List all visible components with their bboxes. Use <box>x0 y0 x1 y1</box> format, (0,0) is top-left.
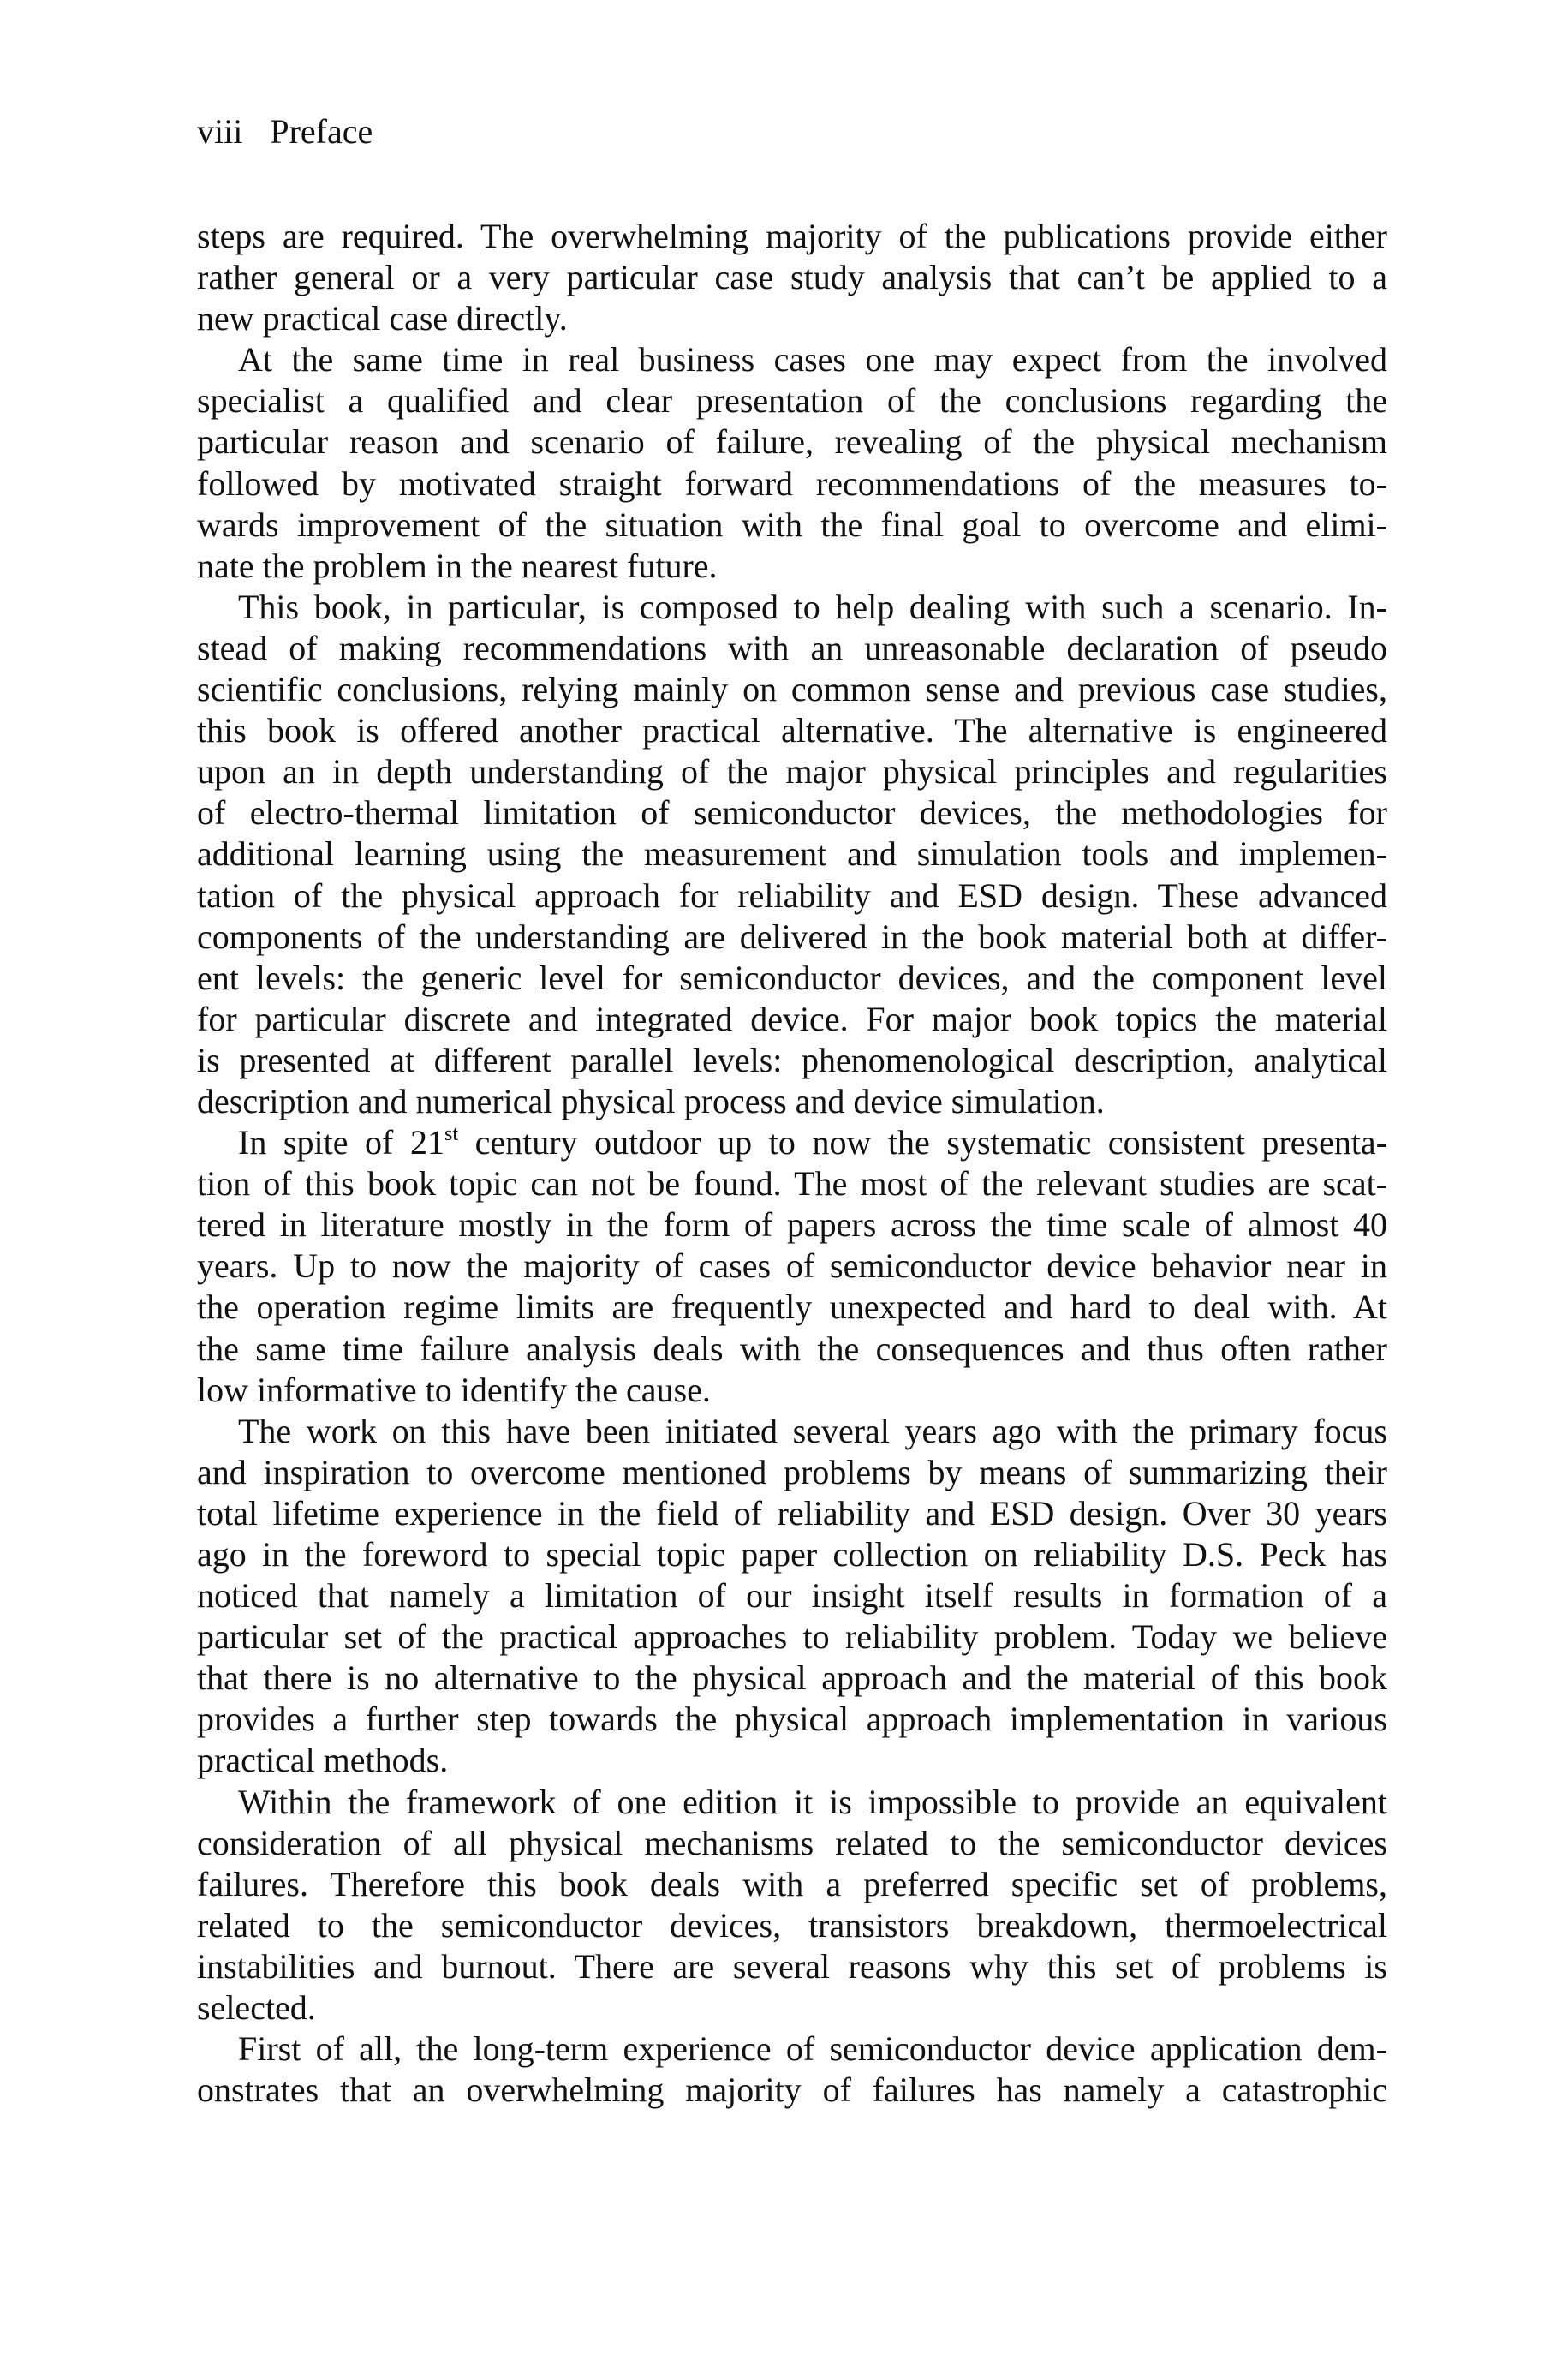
text-line: components of the understanding are delivered in the book material both at differ- <box>197 917 1387 956</box>
body-text <box>197 216 1387 2111</box>
text-line: noticed that namely a limitation of our insight itself results in formation of a <box>197 1576 1387 1616</box>
century-text-before: In spite of 21 <box>238 1123 444 1162</box>
text-line: tered in literature mostly in the form of papers across the time scale of almost 40 <box>197 1205 1387 1245</box>
text-line: the operation regime limits are frequently unexpected and hard to deal with. At <box>197 1288 1387 1327</box>
text-line: wards improvement of the situation with the final goal to overcome and elimi- <box>197 505 1387 544</box>
text-line: specialist a qualified and clear presentation of the conclusions regarding the <box>197 381 1387 421</box>
text-line: ent levels: the generic level for semiconductor devices, and the component level <box>197 958 1387 997</box>
text-line: rather general or a very particular case study analysis that can’t be applied to a <box>197 258 1387 297</box>
text-line: ago in the foreword to special topic paper collection on reliability D.S. Peck has <box>197 1535 1387 1574</box>
text-line: First of all, the long-term experience of semiconductor device application dem- <box>238 2029 1387 2069</box>
text-line: that there is no alternative to the physical approach and the material of this book <box>197 1658 1387 1698</box>
century-text-after: century outdoor up to now the systematic consistent presenta- <box>458 1123 1387 1162</box>
text-line: additional learning using the measurement and simulation tools and implemen- <box>197 834 1387 874</box>
running-head <box>197 111 373 152</box>
text-line: upon an in depth understanding of the major physical principles and regularities <box>197 752 1387 792</box>
text-line: At the same time in real business cases one may expect from the involved <box>238 340 1387 379</box>
text-line: practical methods. <box>197 1741 449 1780</box>
text-line: followed by motivated straight forward recommendations of the measures to- <box>197 463 1387 503</box>
text-line: nate the problem in the nearest future. <box>197 546 718 585</box>
text-line: scientific conclusions, relying mainly on common sense and previous case studies, <box>197 670 1387 709</box>
text-line: is presented at different parallel levels: phenomenological description, analytical <box>197 1040 1387 1079</box>
text-line: for particular discrete and integrated device. For major book topics the material <box>197 999 1387 1038</box>
page-number: viii <box>197 112 243 151</box>
text-line: tion of this book topic can not be found. The most of the relevant studies are scat- <box>197 1164 1387 1204</box>
text-line: tation of the physical approach for reliability and ESD design. These advanced <box>197 875 1387 915</box>
running-head-title: Preface <box>270 112 373 151</box>
text-line: the same time failure analysis deals with the consequences and thus often rather <box>197 1329 1387 1368</box>
text-line: stead of making recommendations with an unreasonable declaration of pseudo <box>197 628 1387 667</box>
text-line: instabilities and burnout. There are several reasons why this set of problems is <box>197 1946 1387 1986</box>
text-line: failures. Therefore this book deals with a preferred specific set of problems, <box>197 1864 1387 1903</box>
text-line: this book is offered another practical alternative. The alternative is engineered <box>197 711 1387 750</box>
century-superscript: st <box>444 1123 458 1146</box>
text-line: years. Up to now the majority of cases of semiconductor device behavior near in <box>197 1246 1387 1286</box>
text-line: Within the framework of one edition it is impossible to provide an equivalent <box>238 1782 1387 1821</box>
text-line: provides a further step towards the physical approach implementation in various <box>197 1700 1387 1739</box>
text-line: low informative to identify the cause. <box>197 1370 711 1409</box>
text-line: steps are required. The overwhelming majority of the publications provide either <box>197 217 1387 255</box>
text-line-century <box>197 1122 1387 1163</box>
text-line: new practical case directly. <box>197 299 568 338</box>
text-line: particular set of the practical approaches to reliability problem. Today we believe <box>197 1617 1387 1657</box>
text-line: consideration of all physical mechanisms related to the semiconductor devices <box>197 1823 1387 1862</box>
text-line: The work on this have been initiated several years ago with the primary focus <box>238 1411 1387 1450</box>
text-line: onstrates that an overwhelming majority of failures has namely a catastrophic <box>197 2070 1387 2110</box>
text-line: of electro-thermal limitation of semiconductor devices, the methodologies for <box>197 793 1387 833</box>
text-line: description and numerical physical process and device simulation. <box>197 1081 1105 1120</box>
text-line: total lifetime experience in the field of reliability and ESD design. Over 30 years <box>197 1493 1387 1533</box>
text-line: particular reason and scenario of failure, revealing of the physical mechanism <box>197 422 1387 462</box>
text-line: selected. <box>197 1988 316 2028</box>
text-line: and inspiration to overcome mentioned problems by means of summarizing their <box>197 1452 1387 1491</box>
text-line: This book, in particular, is composed to help dealing with such a scenario. In- <box>238 587 1387 626</box>
text-line: related to the semiconductor devices, transistors breakdown, thermoelectrical <box>197 1905 1387 1945</box>
